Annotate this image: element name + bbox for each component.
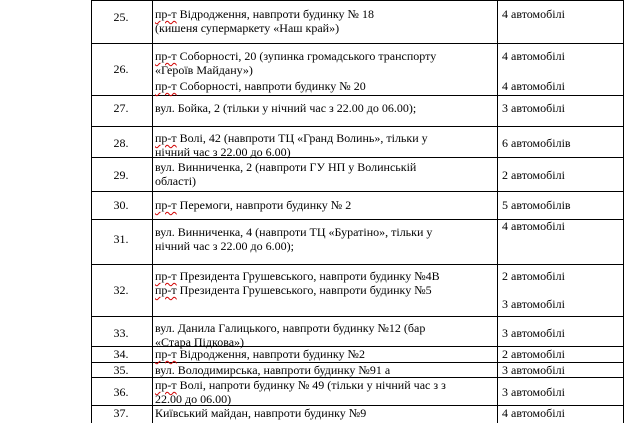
address-text: Відродження, навпроти будинку № 18: [176, 7, 374, 21]
row-number: 25.: [113, 10, 129, 24]
vehicle-count: 6 автомобілів: [502, 136, 571, 150]
vehicle-count: 4 автомобілі: [502, 219, 565, 233]
address-text: Соборності, навпроти будинку № 20: [176, 79, 366, 93]
row-number: 37.: [113, 406, 129, 420]
row-divider: [91, 0, 624, 1]
column-divider: [623, 0, 624, 423]
vehicle-count: 2 автомобілі: [502, 269, 565, 283]
vehicle-count: 2 автомобілі: [502, 347, 565, 361]
address-line: [155, 174, 196, 188]
address-line: [155, 239, 294, 253]
address-line: [155, 269, 440, 283]
address-text: нічний час з 22.00 до 6.00): [155, 145, 291, 159]
vehicle-count: 4 автомобілі: [502, 49, 565, 63]
address-text: вул. Володимирська, навпроти будинку №91 а: [155, 363, 391, 377]
abbreviation: пр-т: [155, 131, 177, 145]
address-line: [155, 7, 374, 21]
abbreviation: пр-т: [155, 7, 177, 21]
address-text: нічний час з 22.00 до 6.00);: [155, 239, 294, 253]
vehicle-count: 3 автомобілі: [502, 101, 565, 115]
address-line: [155, 321, 425, 335]
row-number: 34.: [113, 347, 129, 361]
vehicle-count: 4 автомобілі: [502, 7, 565, 21]
address-text: (кишеня супермаркету «Наш край»): [155, 21, 340, 35]
abbreviation: пр-т: [155, 49, 177, 63]
address-line: [155, 79, 366, 93]
row-divider: [91, 264, 624, 265]
row-number: 28.: [113, 136, 129, 150]
abbreviation: пр-т: [155, 198, 177, 212]
address-text: вул. Винниченка, 2 (навпроти ГУ НП у Волинській: [155, 160, 417, 174]
address-line: [155, 101, 416, 115]
address-line: [155, 392, 231, 406]
row-number: 29.: [113, 168, 129, 182]
row-number: 32.: [113, 283, 129, 297]
address-line: [155, 378, 446, 392]
row-divider: [91, 43, 624, 44]
address-line: [155, 49, 436, 63]
address-text: Відродження, навпроти будинку №2: [176, 347, 365, 361]
vehicle-count: 3 автомобілі: [502, 297, 565, 311]
row-number: 31.: [113, 232, 129, 246]
abbreviation: пр-т: [155, 378, 177, 392]
row-divider: [91, 316, 624, 317]
address-text: Президента Грушевського, навпроти будинку №4В: [176, 269, 440, 283]
column-divider: [497, 0, 498, 423]
address-text: Волі, напроти будинку № 49 (тільки у нічний час з з: [176, 378, 446, 392]
row-number: 27.: [113, 101, 129, 115]
row-number: 35.: [113, 363, 129, 377]
row-number: 36.: [113, 385, 129, 399]
row-number: 26.: [113, 62, 129, 76]
abbreviation: пр-т: [155, 347, 177, 361]
vehicle-count: 4 автомобілі: [502, 79, 565, 93]
address-text: 22.00 до 06.00): [155, 392, 232, 406]
abbreviation: пр-т: [155, 283, 177, 297]
address-text: Волі, 42 (навпроти ТЦ «Гранд Волинь», тільки у: [176, 131, 428, 145]
address-text: вул. Бойка, 2 (тільки у нічний час з 22.00 до 06.00);: [155, 101, 417, 115]
parking-table: [91, 0, 624, 423]
vehicle-count: 4 автомобілі: [502, 406, 565, 420]
vehicle-count: 2 автомобілі: [502, 168, 565, 182]
address-text: «Стара Підкова»): [155, 335, 245, 349]
address-line: [155, 160, 416, 174]
column-divider: [152, 0, 153, 423]
row-number: 33.: [113, 326, 129, 340]
address-line: [155, 347, 365, 361]
row-divider: [91, 126, 624, 127]
address-line: [155, 406, 366, 420]
address-line: [155, 21, 339, 35]
row-number: 30.: [113, 198, 129, 212]
address-line: [155, 198, 351, 212]
vehicle-count: 3 автомобілі: [502, 326, 565, 340]
vehicle-count: 3 автомобілі: [502, 385, 565, 399]
address-line: [155, 363, 390, 377]
address-text: Київський майдан, навпроти будинку №9: [155, 406, 367, 420]
row-divider: [91, 95, 624, 96]
row-divider: [91, 191, 624, 192]
address-text: Перемоги, навпроти будинку № 2: [176, 198, 352, 212]
address-text: вул. Данила Галицького, навпроти будинку №12 (бар: [155, 321, 426, 335]
address-text: Президента Грушевського, навпроти будинку №5: [176, 283, 432, 297]
address-line: [155, 145, 291, 159]
address-line: [155, 283, 432, 297]
abbreviation: пр-т: [155, 79, 177, 93]
address-text: області): [155, 174, 197, 188]
abbreviation: пр-т: [155, 269, 177, 283]
address-text: вул. Винниченка, 4 (навпроти ТЦ «Буратіно», тільки у: [155, 225, 433, 239]
address-line: [155, 63, 253, 77]
vehicle-count: 5 автомобілів: [502, 198, 571, 212]
address-text: «Героїв Майдану»): [155, 63, 253, 77]
vehicle-count: 3 автомобілі: [502, 363, 565, 377]
address-line: [155, 131, 428, 145]
address-text: Соборності, 20 (зупинка громадського транспорту: [176, 49, 437, 63]
address-line: [155, 225, 432, 239]
